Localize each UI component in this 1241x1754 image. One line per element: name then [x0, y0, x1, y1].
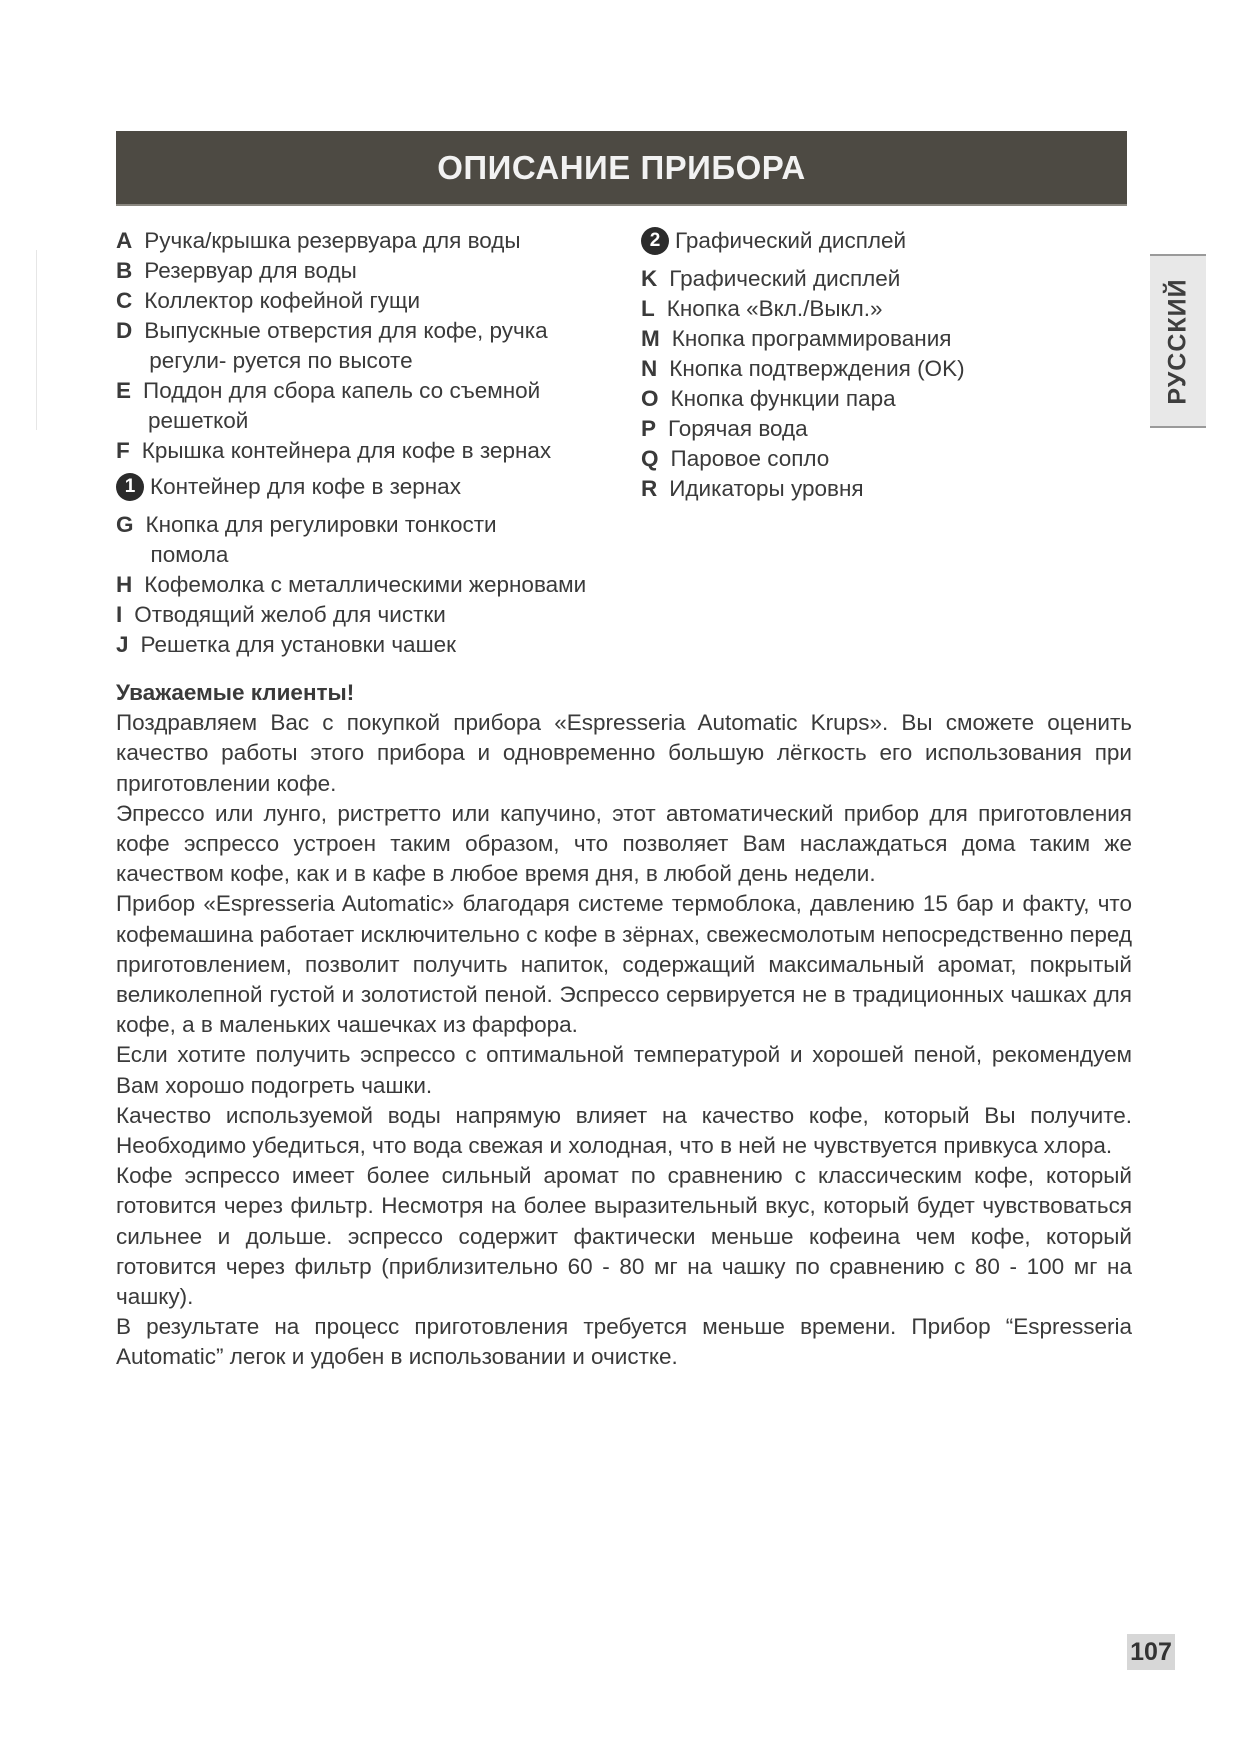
part-item-o — [641, 384, 1061, 414]
part-description-line: Решетка для установки чашек — [140, 632, 456, 657]
margin-line — [36, 250, 37, 430]
part-letter: K — [641, 266, 658, 291]
part-description — [144, 256, 636, 286]
part-description — [134, 600, 636, 630]
parts-group-b — [116, 510, 636, 660]
part-item-h — [116, 570, 636, 600]
part-item-p — [641, 414, 1061, 444]
part-description-line: Графический дисплей — [669, 266, 901, 291]
intro-paragraphs — [116, 708, 1132, 1372]
part-description — [667, 294, 1061, 324]
part-description-line: Кофемолка с металлическими жерновами — [144, 572, 587, 597]
part-letter: I — [116, 602, 123, 627]
number-1-badge-icon: 1 — [116, 473, 144, 501]
part-description-line: Коллектор кофейной гущи — [144, 288, 421, 313]
part-description — [144, 226, 636, 256]
part-description-line: Ручка/крышка резервуара для воды — [144, 228, 521, 253]
part-letter: D — [116, 318, 133, 343]
part-description-line: Кнопка программирования — [671, 326, 952, 351]
part-description — [144, 286, 636, 316]
parts-group-c — [641, 264, 1061, 504]
part-item-i — [116, 600, 636, 630]
part-item-c — [116, 286, 636, 316]
component-group-1 — [116, 472, 636, 502]
part-description-continuation: решеткой — [148, 408, 249, 433]
part-item-l — [641, 294, 1061, 324]
part-letter: G — [116, 512, 134, 537]
intro-paragraph: Кофе эспрессо имеет более сильный аромат по сравнению с классическим кофе, который готовится через фильтр. Несмотря на более выразительный вкус, который будет чувствоваться сильнее и дольше. эспрессо содержит фактически меньше кофеина чем кофе, который готовится через фильтр (приблизительно 60 - 80 мг на чашку по сравнению с 80 - 100 мг на чашку). — [116, 1163, 1132, 1310]
section-title: ОПИСАНИЕ ПРИБОРА — [437, 148, 806, 186]
part-letter: A — [116, 228, 133, 253]
parts-list-left — [116, 226, 636, 660]
part-letter: M — [641, 326, 660, 351]
part-item-f — [116, 436, 636, 466]
parts-group-a — [116, 226, 636, 466]
part-letter: C — [116, 288, 133, 313]
intro-paragraph: Прибор «Espresseria Automatic» благодаря системе термоблока, давлению 15 бар и факту, что кофемашина работает исключительно с кофе в зёрнах, свежесмолотым непосредственно перед приготовлением, позволит получить напиток, содержащий максимальный аромат, покрытый великолепной густой и золотистой пеной. Эспрессо сервируется не в традиционных чашках для кофе, а в маленьких чашечках из фарфора. — [116, 891, 1132, 1038]
part-letter: O — [641, 386, 659, 411]
part-letter: L — [641, 296, 655, 321]
part-description-line: Паровое сопло — [670, 446, 830, 471]
part-letter: Q — [641, 446, 659, 471]
part-description — [669, 474, 1061, 504]
greeting-heading: Уважаемые клиенты! — [116, 680, 355, 705]
part-description-continuation: регули- руется по высоте — [149, 348, 413, 373]
page-number: 107 — [1127, 1634, 1175, 1670]
part-description-line: Крышка контейнера для кофе в зернах — [141, 438, 552, 463]
part-letter: E — [116, 378, 132, 403]
part-item-m — [641, 324, 1061, 354]
part-description-line: Поддон для сбора капель со съемной — [143, 378, 541, 403]
part-letter: B — [116, 258, 133, 283]
part-item-j — [116, 630, 636, 660]
part-description-continuation: помола — [150, 542, 229, 567]
part-description-line: Идикаторы уровня — [669, 476, 864, 501]
part-description — [671, 384, 1061, 414]
part-description-line: Кнопка подтверждения (OK) — [669, 356, 965, 381]
part-description — [141, 630, 636, 660]
part-letter: H — [116, 572, 133, 597]
part-letter: P — [641, 416, 657, 441]
intro-paragraph: Поздравляем Вас с покупкой прибора «Espresseria Automatic Krups». Вы сможете оценить качество работы этого прибора и одновременно большую лёгкость его использования при приготовлении кофе. — [116, 710, 1132, 796]
part-description — [671, 444, 1061, 474]
part-description-line: Отводящий желоб для чистки — [134, 602, 446, 627]
language-tab — [1150, 254, 1206, 428]
part-description — [669, 354, 1061, 384]
component-group-2 — [641, 226, 1061, 256]
intro-paragraph: Если хотите получить эспрессо с оптимальной температурой и хорошей пеной, рекомендуем Вам хорошо подогреть чашки. — [116, 1042, 1132, 1098]
part-letter: R — [641, 476, 658, 501]
part-description — [144, 316, 636, 376]
part-description — [146, 510, 636, 570]
component-group-1-label: Контейнер для кофе в зернах — [150, 474, 461, 499]
part-description — [144, 570, 636, 600]
intro-paragraph: В результате на процесс приготовления требуется меньше времени. Прибор “Espresseria Automatic” легок и удобен в использовании и очистке. — [116, 1314, 1132, 1370]
part-description-line: Резервуар для воды — [144, 258, 357, 283]
part-item-g — [116, 510, 636, 570]
part-item-e — [116, 376, 636, 436]
intro-text — [116, 678, 1132, 1373]
part-item-b — [116, 256, 636, 286]
part-letter: N — [641, 356, 658, 381]
part-description-line: Выпускные отверстия для кофе, ручка — [144, 318, 548, 343]
part-item-n — [641, 354, 1061, 384]
part-description — [143, 376, 636, 436]
part-description — [668, 414, 1061, 444]
component-group-2-label: Графический дисплей — [675, 228, 907, 253]
part-letter: J — [116, 632, 129, 657]
parts-list-right — [641, 226, 1061, 504]
number-2-badge-icon: 2 — [641, 227, 669, 255]
part-item-k — [641, 264, 1061, 294]
part-description — [142, 436, 636, 466]
part-description-line: Кнопка «Вкл./Выкл.» — [666, 296, 883, 321]
intro-paragraph: Эпрессо или лунго, ристретто или капучино, этот автоматический прибор для приготовления кофе эспрессо устроен таким образом, что позволяет Вам наслаждаться дома таким же качеством кофе, как и в кафе в любое время дня, в любой день недели. — [116, 800, 1132, 887]
part-item-q — [641, 444, 1061, 474]
part-item-d — [116, 316, 636, 376]
intro-paragraph: Качество используемой воды напрямую влияет на качество кофе, который Вы получите. Необходимо убедиться, что вода свежая и холодная, что в ней не чувствуется привкуса хлора. — [116, 1102, 1132, 1159]
language-tab-label: РУССКИЙ — [1163, 277, 1192, 405]
part-item-r — [641, 474, 1061, 504]
part-description-line: Кнопка функции пара — [670, 386, 896, 411]
part-description-line: Горячая вода — [668, 416, 808, 441]
part-description — [672, 324, 1061, 354]
section-header-bar — [116, 131, 1127, 206]
part-letter: F — [116, 438, 130, 463]
part-item-a — [116, 226, 636, 256]
part-description-line: Кнопка для регулировки тонкости — [145, 512, 497, 537]
part-description — [669, 264, 1061, 294]
